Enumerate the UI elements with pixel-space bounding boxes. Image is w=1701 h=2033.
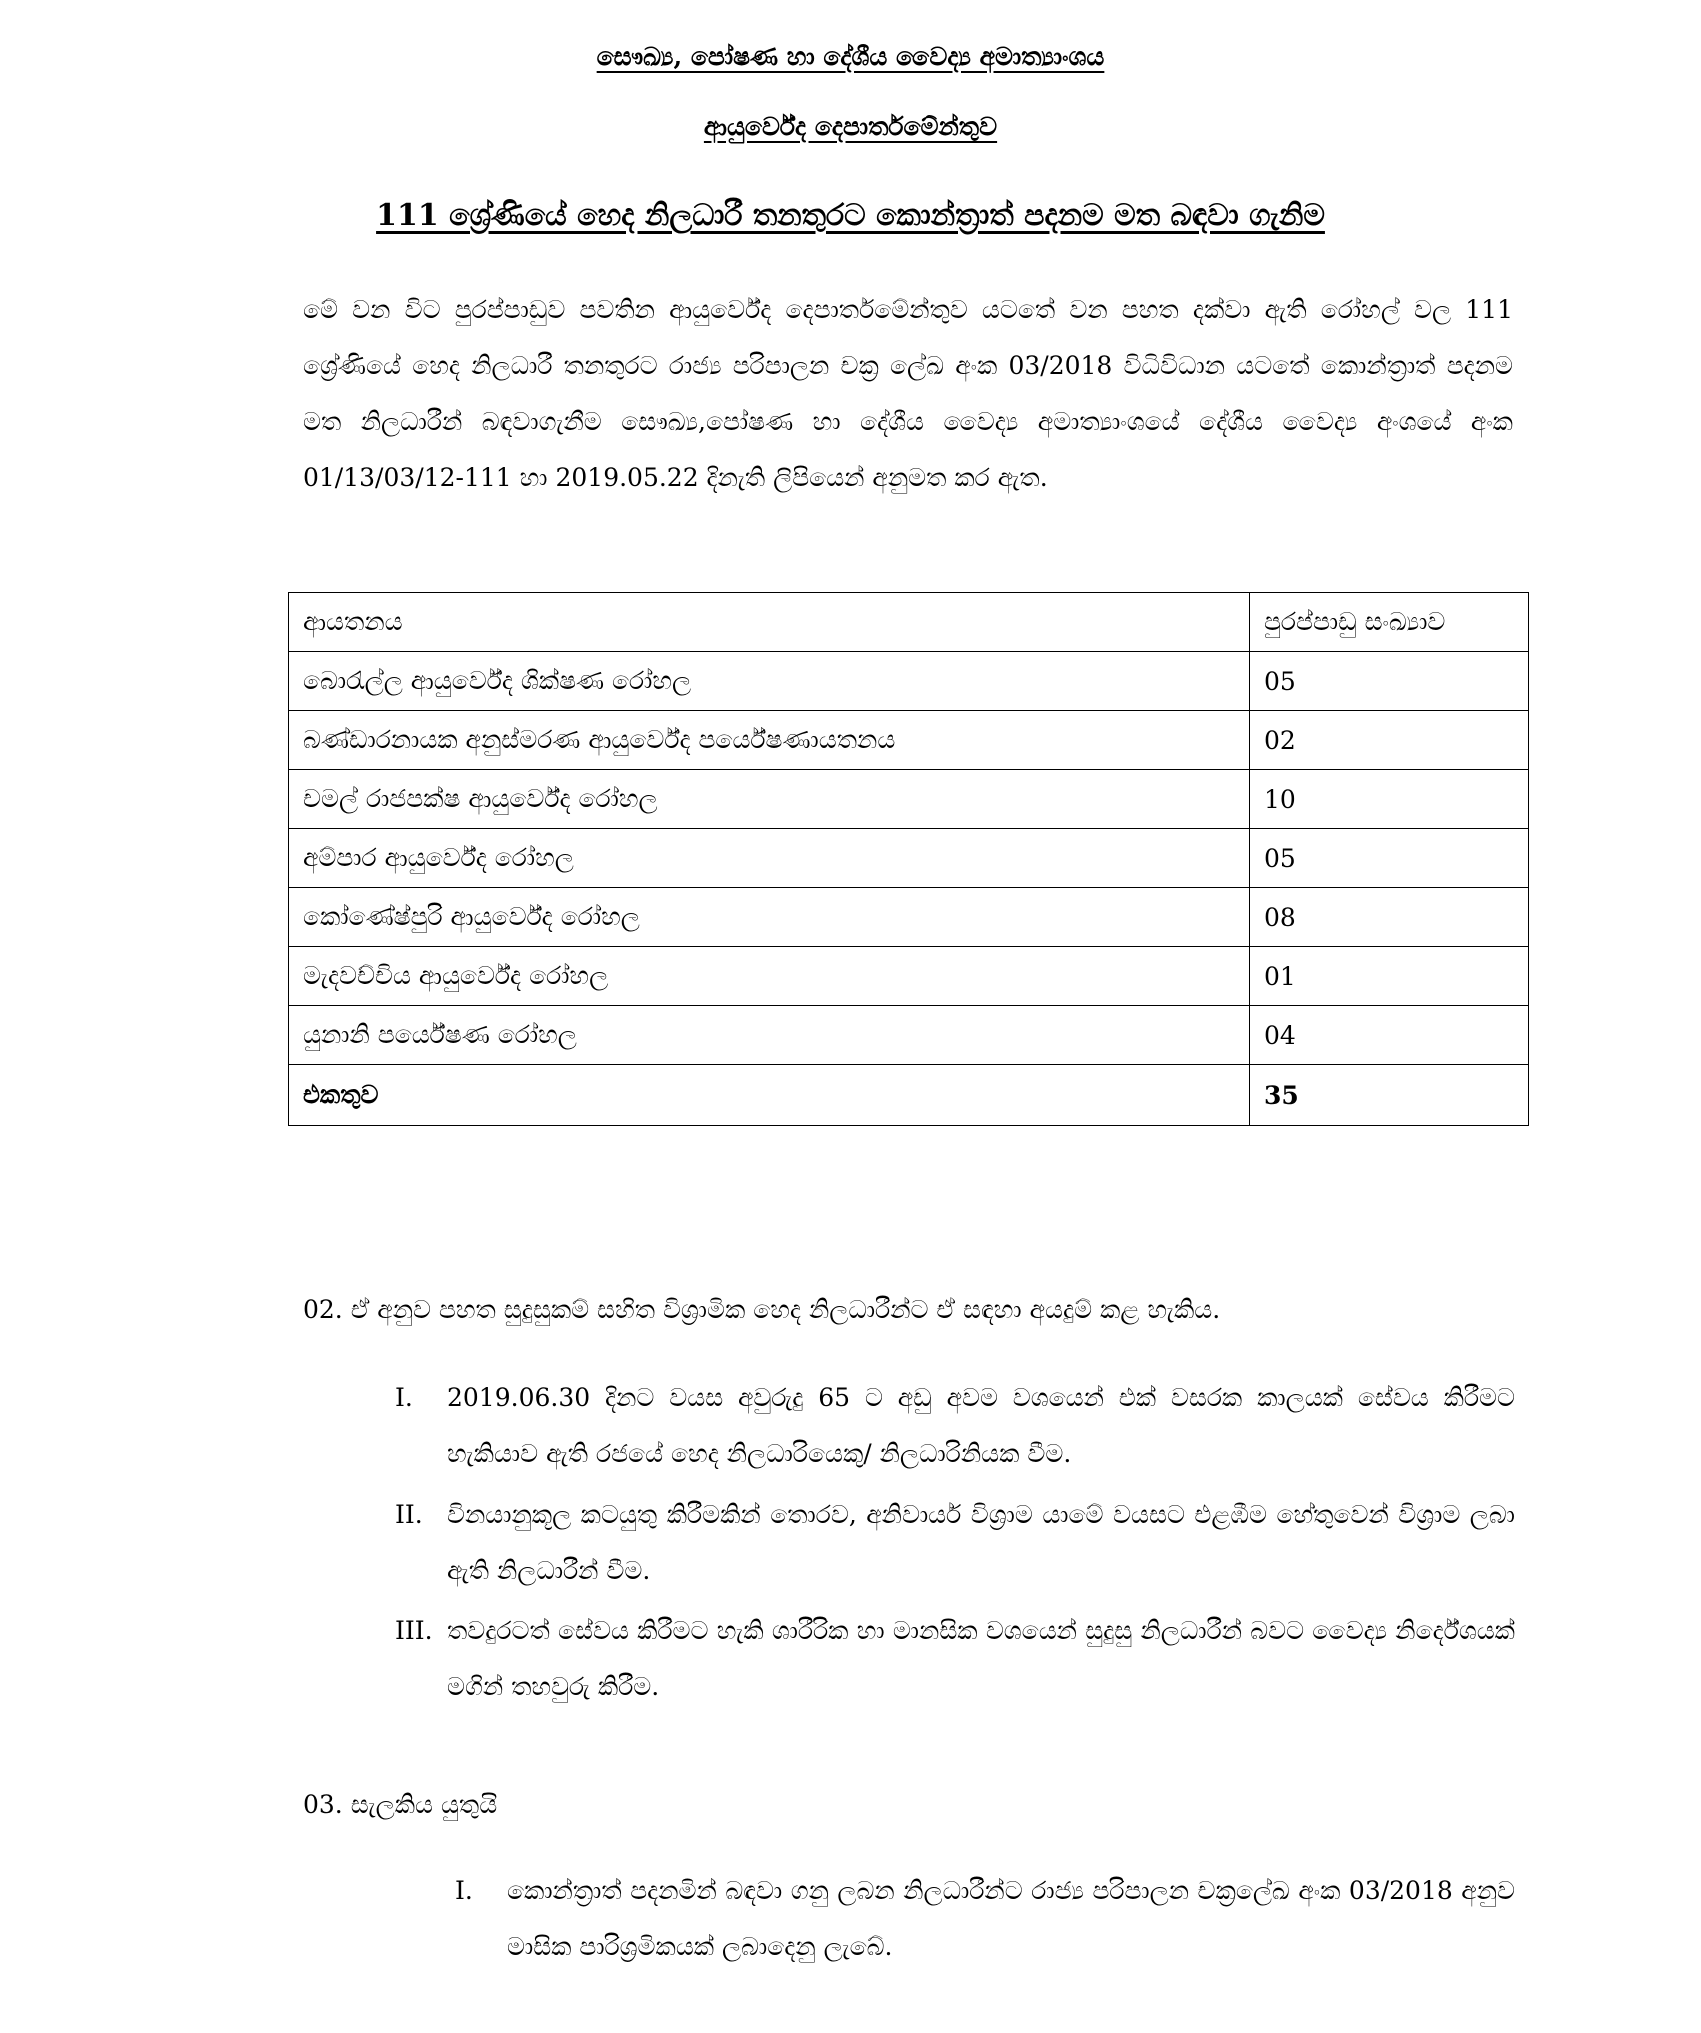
- item-number: II.: [395, 1500, 423, 1529]
- table-total-row: [289, 1065, 1529, 1126]
- item-number: III.: [395, 1616, 433, 1645]
- count-cell: 02: [1250, 711, 1529, 770]
- intro-paragraph: මේ වන විට පුරප්පාඩුව පවතින ආයුර්වේද දෙපාර්තමේන්තුව යටතේ වන පහත දක්වා ඇති රෝහල් වල 111 ශ්‍රේණියේ හෙද නිලධාරී තනතුරට රාජ්‍ය පරිපාලන චක්‍ර ලේඛ අංක 03/2018 විධිවිධාන යටතේ කොන්ත්‍රාත් පදනම මත නිලධාරීන් බඳවාගැනීම සෞඛ්‍ය,පෝෂණ හා දේශීය වෛද්‍ය අමාත්‍යාංශයේ දේශීය වෛද්‍ය අංශයේ අංක 01/13/03/12-111 හා 2019.05.22 දිනැති ලිපියෙන් අනුමත කර ඇත.: [303, 295, 1513, 492]
- item-number: I.: [455, 1876, 473, 1905]
- table-header-row: [289, 593, 1529, 652]
- table-row: [289, 770, 1529, 829]
- institution-cell: යුනානි පර්යේෂණ රෝහල: [289, 1006, 1250, 1065]
- institution-cell: මැදවච්චිය ආයුර්වේද රෝහල: [289, 947, 1250, 1006]
- table-row: [289, 711, 1529, 770]
- table-row: [289, 888, 1529, 947]
- table-row: [289, 1006, 1529, 1065]
- item-text: කොන්ත්‍රාත් පදනමින් බඳවා ගනු ලබන නිලධාරීන්ට රාජ්‍ය පරිපාලන චක්‍රලේඛ අංක 03/2018 අනුව මාසික පාරිශ්‍රමිකයක් ලබාදෙනු ලැබේ.: [507, 1876, 1515, 1961]
- institution-cell: චමල් රාජපක්ෂ ආයුර්වේද රෝහල: [289, 770, 1250, 829]
- count-cell: 10: [1250, 770, 1529, 829]
- notice-title: 111 ශ්‍රේණියේ හෙද නිලධාරී තනතුරට කොන්ත්‍රාත් පදනම මත බඳවා ගැනිම: [376, 198, 1325, 233]
- count-cell: 05: [1250, 829, 1529, 888]
- count-cell: 08: [1250, 888, 1529, 947]
- institution-cell: බණ්ඩාරනායක අනුස්මරණ ආයුර්වේද පර්යේෂණායතනය: [289, 711, 1250, 770]
- institution-cell: බොරැල්ල ආයුර්වේද ශික්ෂණ රෝහල: [289, 652, 1250, 711]
- department-heading: ආයුර්වේද දෙපාර්තමේන්තුව: [703, 112, 998, 141]
- count-cell: 01: [1250, 947, 1529, 1006]
- ministry-heading: සෞඛ්‍ය, පෝෂණ හා දේශීය වෛද්‍ය අමාත්‍යාංශය: [596, 42, 1105, 71]
- institution-cell: අම්පාර ආයුර්වේද රෝහල: [289, 829, 1250, 888]
- vacancy-table: [288, 592, 1529, 1126]
- section-3-heading: 03. සැලකිය යුතුයි: [303, 1790, 498, 1819]
- header-vacancies: පුරප්පාඩු සංඛ්‍යාව: [1250, 593, 1529, 652]
- table-row: [289, 947, 1529, 1006]
- header-institution: ආයතනය: [289, 593, 1250, 652]
- item-number: I.: [395, 1383, 413, 1412]
- total-value: 35: [1250, 1065, 1529, 1126]
- item-text: විනයානුකූල කටයුතු කිරීමකින් තොරව, අනිවාර්ය විශ්‍රාම යාමේ වයසට එළඹීම හේතුවෙන් විශ්‍රාම ලබා ඇති නිලධාරීන් වීම.: [447, 1500, 1515, 1585]
- table-row: [289, 829, 1529, 888]
- item-text: 2019.06.30 දිනට වයස අවුරුදු 65 ට අඩු අවම වශයෙන් එක් වසරක කාලයක් සේවය කිරීමට හැකියාව ඇති රජයේ හෙද නිලධාරියෙකු/ නිලධාරිනියක වීම.: [447, 1383, 1515, 1468]
- total-label: එකතුව: [289, 1065, 1250, 1126]
- institution-cell: කෝණේෂ්පුරි ආයුර්වේද රෝහල: [289, 888, 1250, 947]
- count-cell: 04: [1250, 1006, 1529, 1065]
- item-text: තවදුරටත් සේවය කිරීමට හැකි ශාරීරික හා මානසික වශයෙන් සුදුසු නිලධාරීන් බවට වෛද්‍ය නිර්දේශයක් මගින් තහවුරු කිරීම.: [447, 1616, 1515, 1701]
- section-2-heading: 02. ඒ අනුව පහත සුදුසුකම් සහිත විශ්‍රාමික හෙද නිලධාරීන්ට ඒ සඳහා අයදුම් කළ හැකිය.: [303, 1295, 1221, 1324]
- count-cell: 05: [1250, 652, 1529, 711]
- table-row: [289, 652, 1529, 711]
